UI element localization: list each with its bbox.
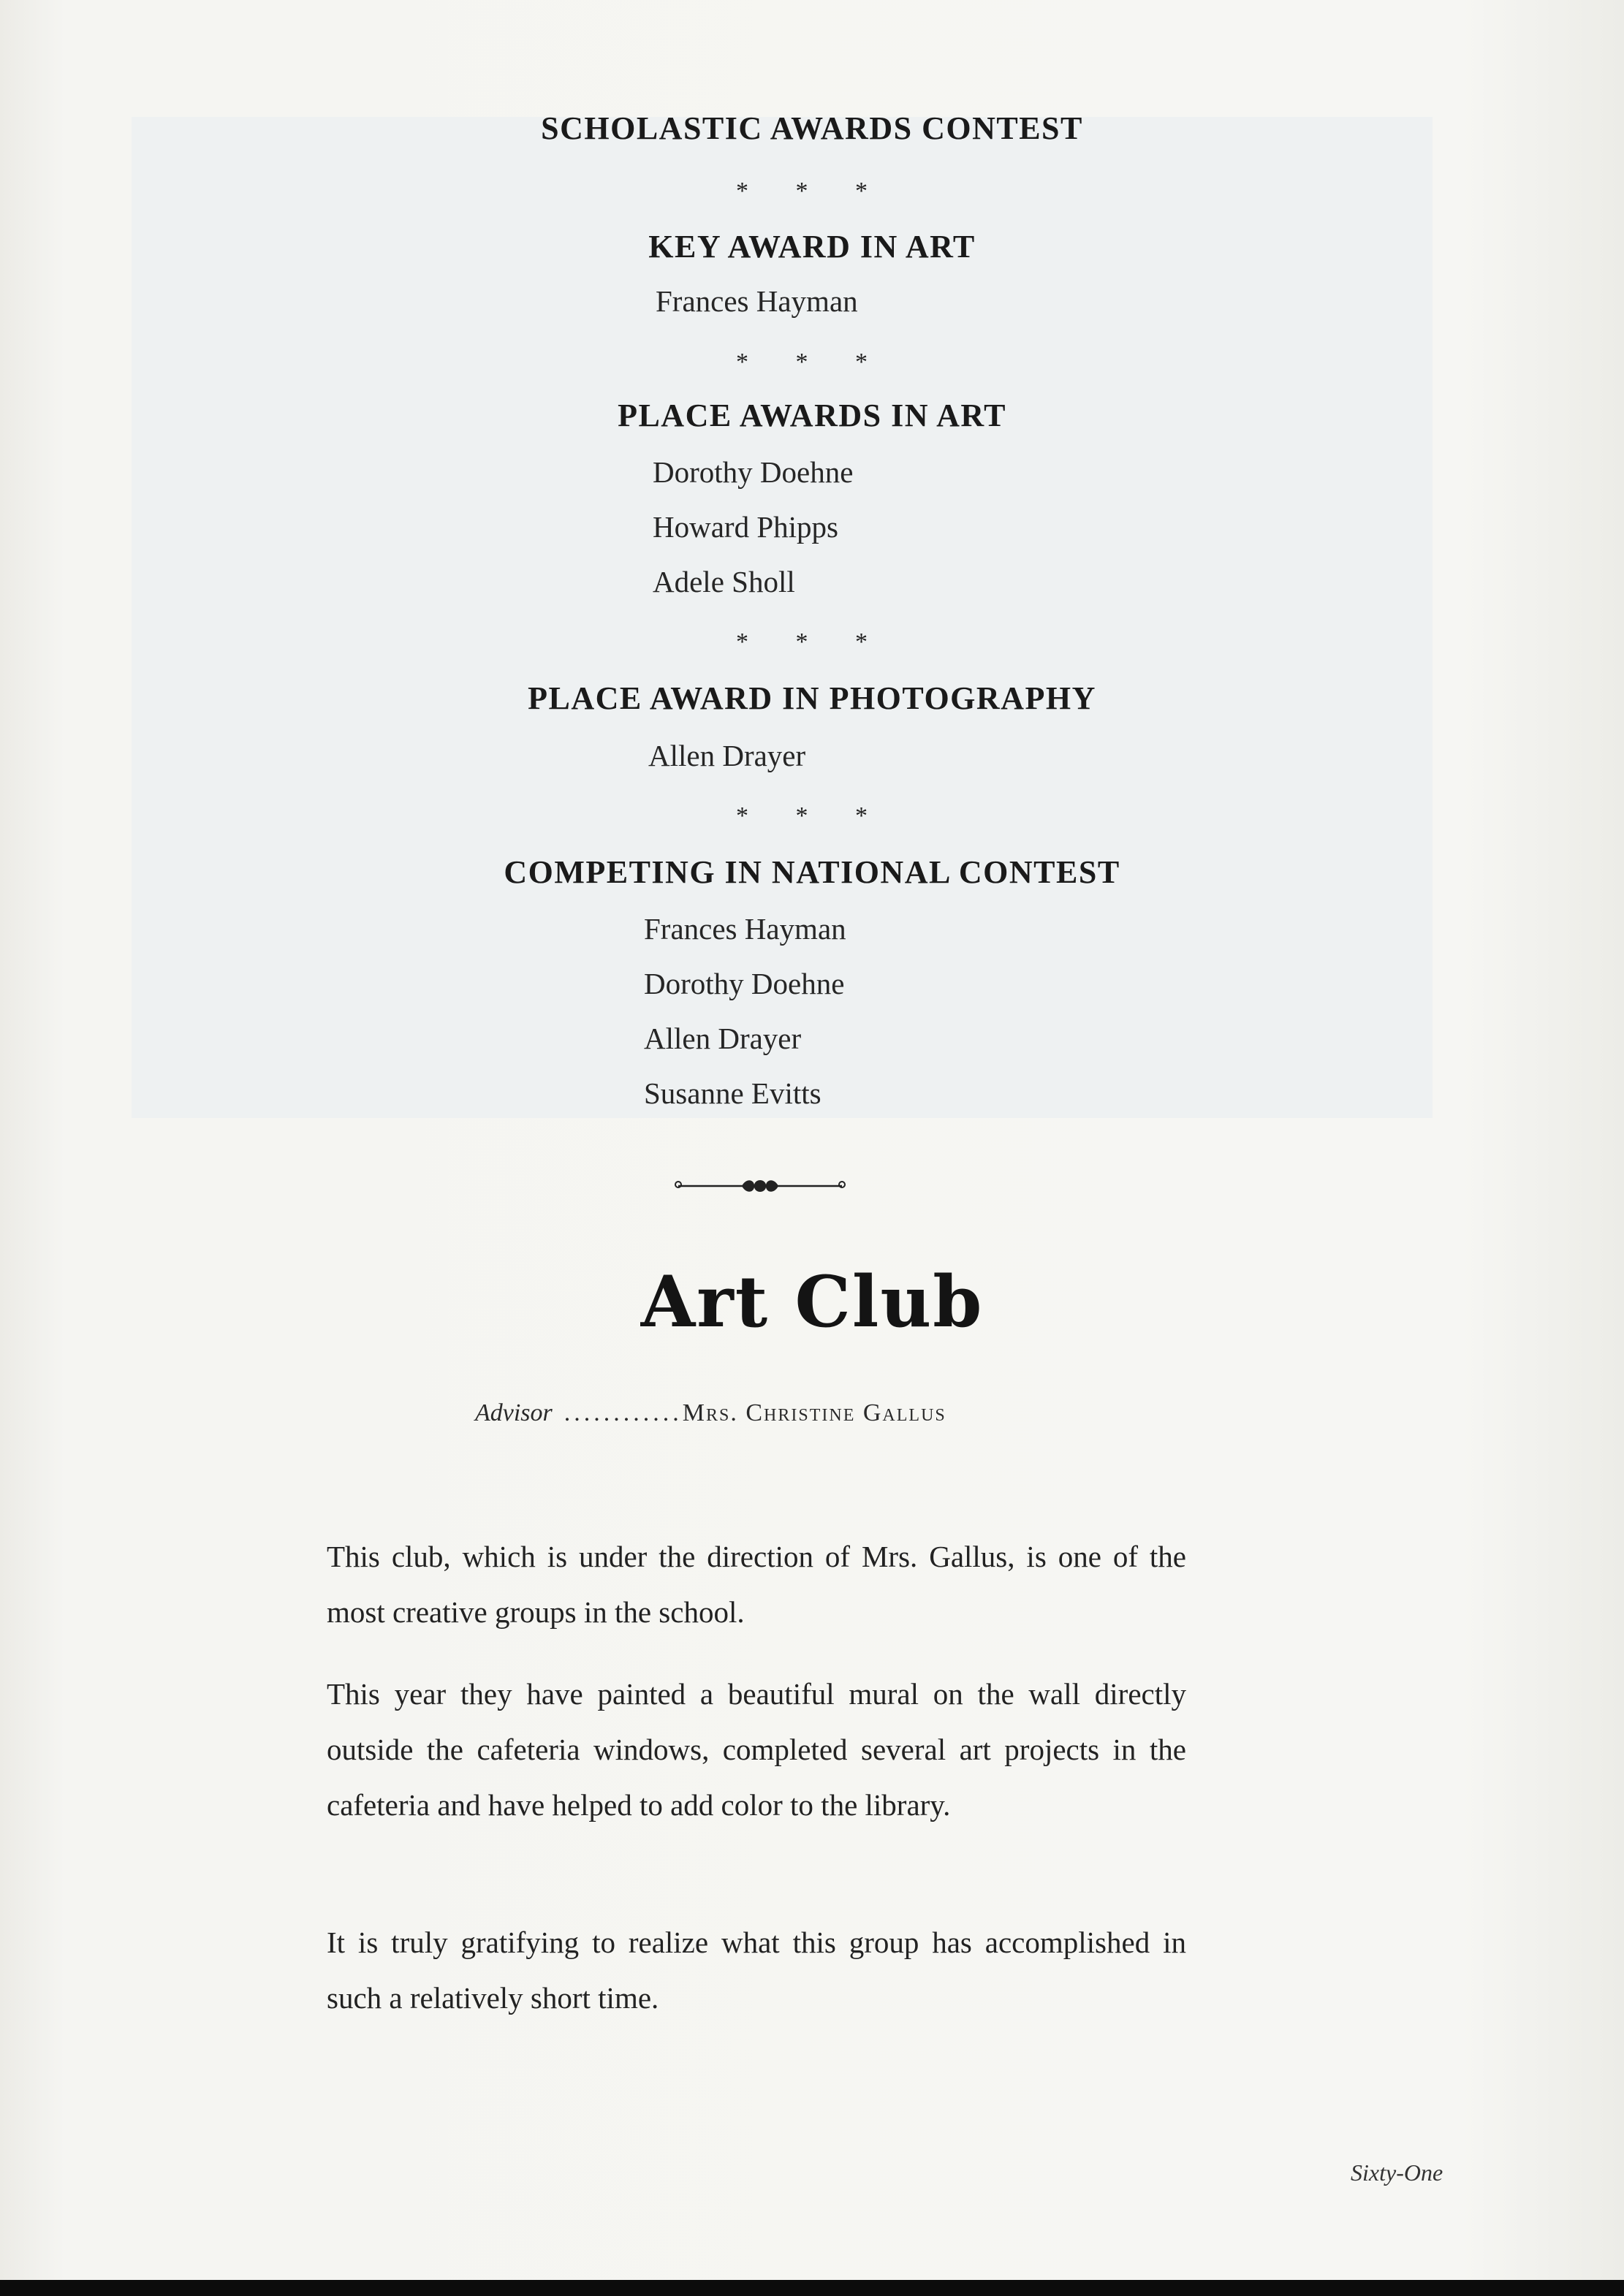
- page-number: Sixty-One: [1351, 2159, 1443, 2186]
- award-name: Howard Phipps: [653, 510, 838, 544]
- awards-title: SCHOLASTIC AWARDS CONTEST: [541, 110, 1083, 146]
- club-paragraph: This year they have painted a beautiful mural on the wall directly outside the cafeteria windows, completed several art projects in the cafeteria and have helped to add color to the library.: [327, 1677, 1186, 1822]
- award-name: Frances Hayman: [656, 284, 858, 318]
- award-name: Susanne Evitts: [644, 1076, 822, 1110]
- award-name: Adele Sholl: [653, 565, 795, 598]
- separator-stars: * * *: [736, 178, 888, 205]
- key-award-heading: KEY AWARD IN ART: [648, 229, 976, 265]
- separator-stars: * * *: [736, 628, 888, 655]
- award-name: Allen Drayer: [644, 1022, 802, 1055]
- scan-bottom-edge: [0, 2280, 1624, 2296]
- national-contest-heading: COMPETING IN NATIONAL CONTEST: [504, 854, 1120, 890]
- place-award-photo-heading: PLACE AWARD IN PHOTOGRAPHY: [528, 680, 1096, 716]
- award-name: Allen Drayer: [648, 739, 806, 772]
- club-paragraph: It is truly gratifying to realize what this group has accomplished in such a relatively short time.: [327, 1926, 1186, 2015]
- place-awards-art-heading: PLACE AWARDS IN ART: [618, 398, 1006, 433]
- club-title: Art Club: [640, 1261, 984, 1343]
- award-name: Dorothy Doehne: [653, 455, 854, 489]
- separator-stars: * * *: [736, 802, 888, 829]
- separator-stars: * * *: [736, 349, 888, 376]
- advisor-row: [475, 1399, 946, 1427]
- award-name: Frances Hayman: [644, 912, 846, 946]
- advisor-name: Mrs. Christine Gallus: [682, 1399, 946, 1426]
- advisor-label: Advisor: [475, 1399, 553, 1426]
- ornament-divider: [672, 1173, 848, 1199]
- club-paragraph: This club, which is under the direction of Mrs. Gallus, is one of the most creative groups in the school.: [327, 1540, 1186, 1629]
- award-name: Dorothy Doehne: [644, 967, 845, 1000]
- advisor-leader-dots: ............: [564, 1399, 683, 1426]
